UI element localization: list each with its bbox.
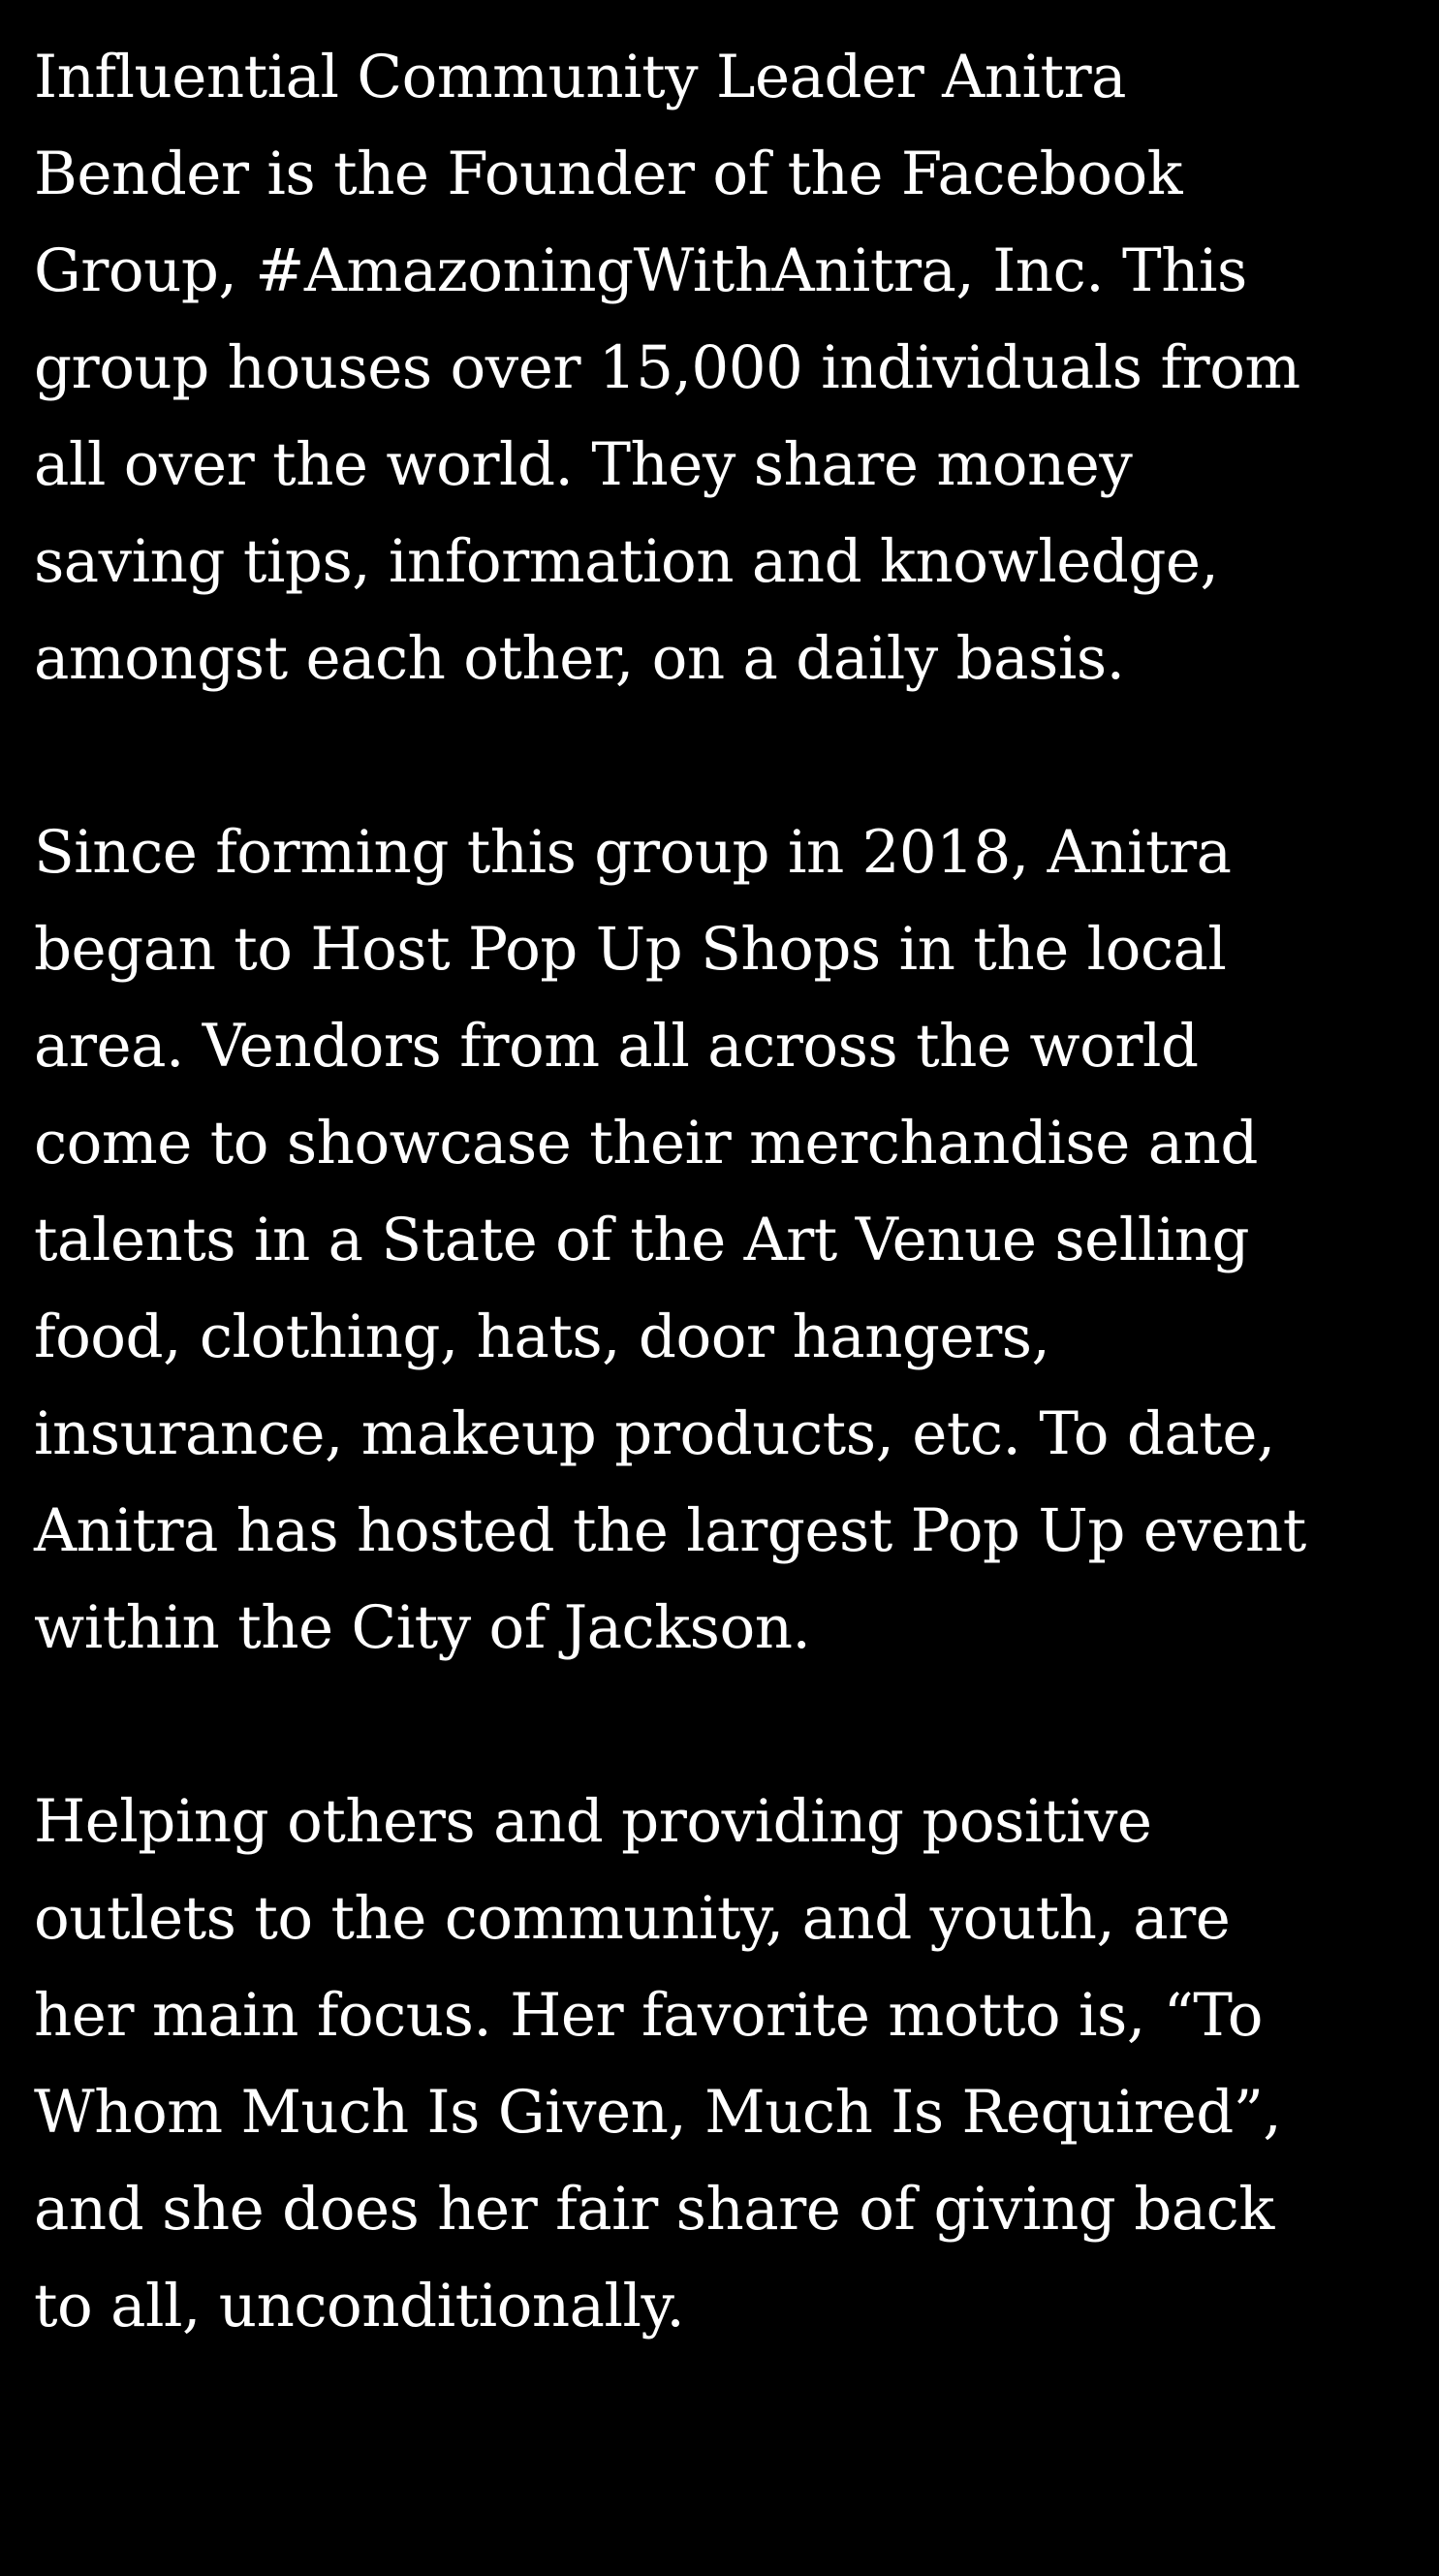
text-line: began to Host Pop Up Shops in the local [34,915,1227,984]
text-line: food, clothing, hats, door hangers, [34,1303,1050,1371]
text-line: Since forming this group in 2018, Anitra [34,818,1232,887]
text-line: all over the world. They share money [34,430,1133,499]
text-line: her main focus. Her favorite motto is, “To [34,1981,1263,2050]
bio-paragraph-founder [34,29,1420,707]
text-line: to all, unconditionally. [34,2272,685,2340]
text-line: outlets to the community, and youth, are [34,1884,1231,1953]
text-line: area. Vendors from all across the world [34,1012,1199,1081]
text-line: amongst each other, on a daily basis. [34,624,1125,693]
text-line: and she does her fair share of giving back [34,2175,1274,2244]
text-line: within the City of Jackson. [34,1593,811,1662]
bio-paragraph-pop-up-shops [34,804,1420,1677]
text-line: Group, #AmazoningWithAnitra, Inc. This [34,236,1247,305]
text-line: Helping others and providing positive [34,1787,1152,1856]
text-line: Anitra has hosted the largest Pop Up event [34,1496,1306,1565]
text-line: insurance, makeup products, etc. To date, [34,1399,1275,1468]
text-line: Influential Community Leader Anitra [34,43,1127,111]
text-line: Bender is the Founder of the Facebook [34,140,1183,208]
text-line: saving tips, information and knowledge, [34,527,1219,596]
bio-paragraph-motto [34,1774,1420,2355]
bio-text-block [34,29,1420,2355]
text-line: Whom Much Is Given, Much Is Required”, [34,2078,1282,2147]
text-line: come to showcase their merchandise and [34,1109,1258,1178]
text-line: talents in a State of the Art Venue selling [34,1206,1250,1274]
text-line: group houses over 15,000 individuals from [34,333,1300,402]
